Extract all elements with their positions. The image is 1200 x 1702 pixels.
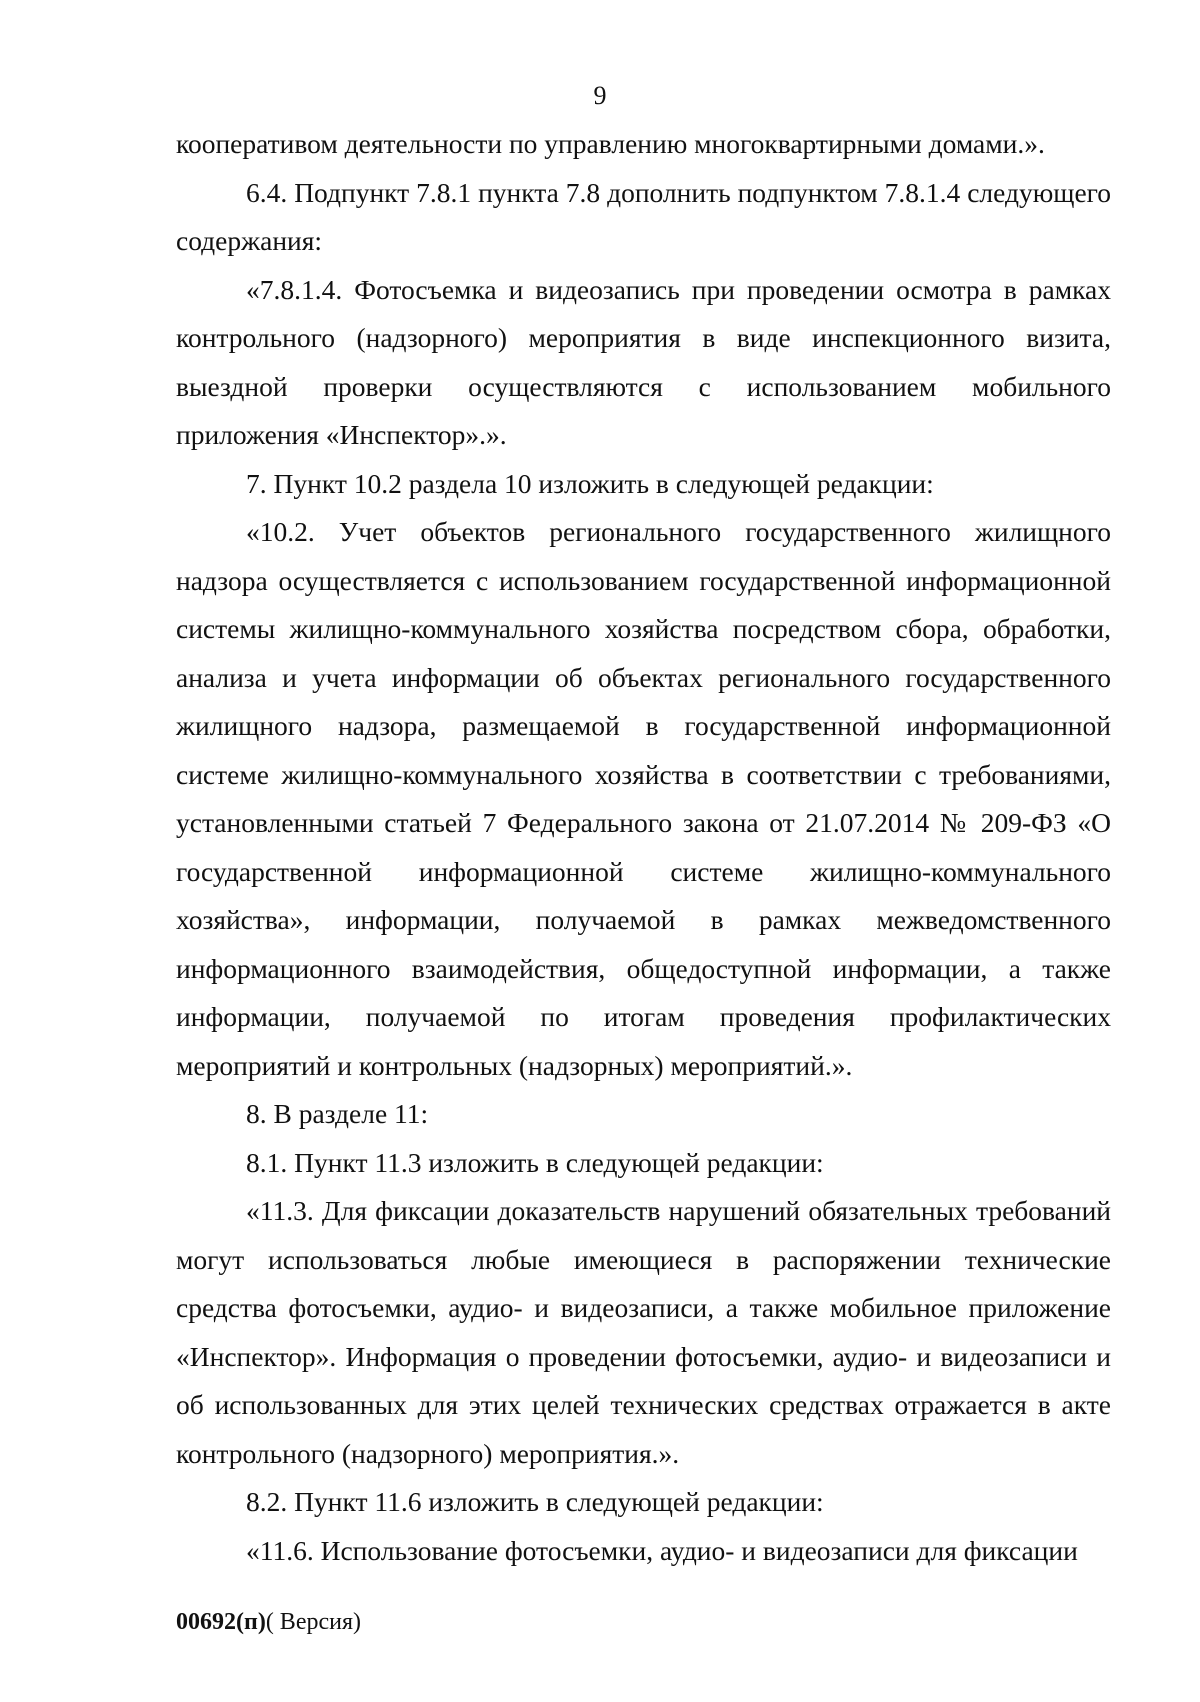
document-footer [176, 1606, 361, 1638]
paragraph-8: 8. В разделе 11: [246, 1098, 429, 1129]
paragraph-8-2: 8.2. Пункт 11.6 изложить в следующей редакции: [246, 1486, 824, 1517]
document-code: 00692(п) [176, 1609, 266, 1635]
paragraph-7: 7. Пункт 10.2 раздела 10 изложить в следующей редакции: [246, 467, 934, 499]
paragraph-11-3: «11.3. Для фиксации доказательств нарушений обязательных требований могут использоваться любые имеющиеся в распоряжении технические средства фотосъемки, аудио- и видеозаписи, а также мобильное приложение «Инспектор». Информация о проведении фотосъемки, аудио- и видеозаписи и об использованных для этих целей технических средствах отражается в акте контрольного (надзорного) мероприятия.». [176, 1195, 1111, 1469]
paragraph-continuation: кооперативом деятельности по управлению многоквартирными домами.». [176, 128, 1045, 159]
paragraph-10-2: «10.2. Учет объектов регионального государственного жилищного надзора осуществляется с использованием государственной информационной системы жилищно-коммунального хозяйства посредством сбора, обработки, анализа и учета информации об объектах регионального государственного жилищного надзора, размещаемой в государственной информационной системе жилищно-коммунального хозяйства в соответствии с требованиями, установленными статьей 7 Федерального закона от 21.07.2014 № 209-ФЗ «О государственной информационной системе жилищно-коммунального хозяйства», информации, получаемой в рамках межведомственного информационного взаимодействия, общедоступной информации, а также информации, получаемой по итогам проведения профилактических мероприятий и контрольных (надзорных) мероприятий.». [176, 516, 1111, 1081]
paragraph-8-1: 8.1. Пункт 11.3 изложить в следующей редакции: [246, 1146, 824, 1178]
document-body [176, 120, 1111, 1575]
paragraph-11-6: «11.6. Использование фотосъемки, аудио- и видеозаписи для фиксации [246, 1534, 1078, 1566]
paragraph-6-4: 6.4. Подпункт 7.8.1 пункта 7.8 дополнить подпунктом 7.8.1.4 следующего содержания: [176, 176, 1111, 256]
paragraph-7-8-1-4: «7.8.1.4. Фотосъемка и видеозапись при проведении осмотра в рамках контрольного (надзорного) мероприятия в виде инспекционного визита, выездной проверки осуществляются с использованием мобильного приложения «Инспектор».». [176, 273, 1111, 450]
document-version: ( Версия) [265, 1609, 361, 1635]
page-number: 9 [593, 81, 607, 110]
